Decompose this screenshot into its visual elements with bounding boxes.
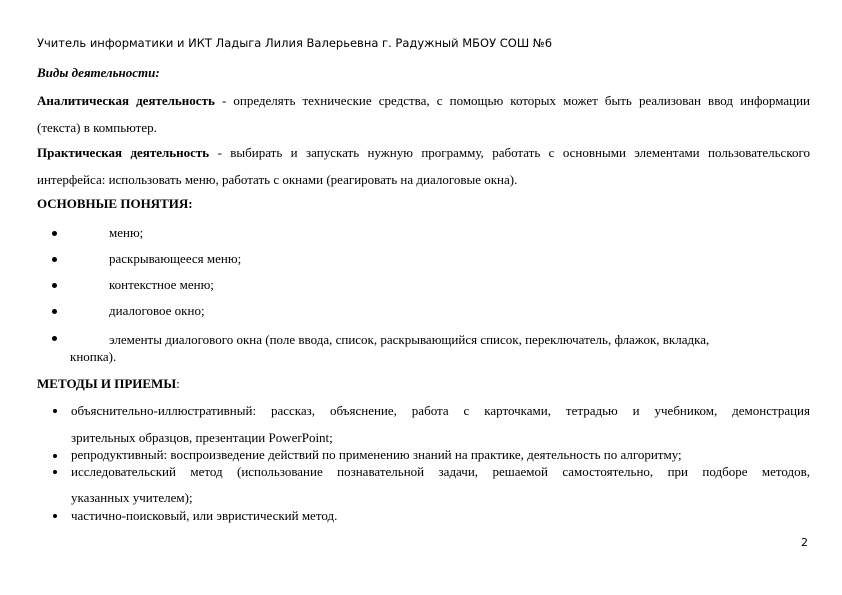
- concept-item: элементы диалогового окна (поле ввода, список, раскрывающийся список, переключатель, флажок, вкладка,: [109, 332, 710, 347]
- method-item-continuation: указанных учителем);: [71, 490, 193, 505]
- activities-title: Виды деятельности:: [37, 65, 160, 80]
- method-item: исследовательский метод (использование познавательной задачи, решаемой самостоятельно, при подборе методов,: [71, 464, 810, 479]
- method-item-continuation: зрительных образцов, презентации PowerPoint;: [71, 430, 333, 445]
- method-item: частично-поисковый, или эвристический метод.: [71, 508, 338, 523]
- concept-item: контекстное меню;: [109, 277, 214, 292]
- method-item: репродуктивный: воспроизведение действий по применению знаний на практике, деятельность по алгоритму;: [71, 447, 682, 462]
- practical-paragraph-line2: интерфейса: использовать меню, работать с окнами (реагировать на диалоговые окна).: [37, 172, 518, 187]
- analytic-paragraph-line1: [37, 93, 810, 109]
- bullet-icon: [53, 470, 57, 474]
- concept-item: раскрывающееся меню;: [109, 251, 242, 266]
- concept-item: диалоговое окно;: [109, 303, 205, 318]
- bullet-icon: [53, 514, 57, 518]
- practical-text: - выбирать и запускать нужную программу, работать с основными элементами пользовательского: [209, 145, 810, 160]
- bullet-icon: [52, 257, 57, 262]
- practical-label: Практическая деятельность: [37, 145, 210, 160]
- analytic-paragraph-line2: (текста) в компьютер.: [37, 120, 157, 135]
- concepts-title: ОСНОВНЫЕ ПОНЯТИЯ:: [37, 196, 193, 211]
- methods-title-text: МЕТОДЫ И ПРИЕМЫ: [37, 376, 177, 391]
- concept-item-continuation: кнопка).: [70, 349, 117, 364]
- bullet-icon: [52, 231, 57, 236]
- concept-item: меню;: [109, 225, 144, 240]
- method-item: объяснительно-иллюстративный: рассказ, объяснение, работа с карточками, тетрадью и учебником, демонстрация: [71, 403, 810, 418]
- page-header: Учитель информатики и ИКТ Ладыга Лилия Валерьевна г. Радужный МБОУ СОШ №6: [37, 36, 553, 50]
- methods-title-colon: :: [176, 376, 180, 391]
- bullet-icon: [52, 309, 57, 314]
- practical-paragraph-line1: [37, 145, 810, 161]
- bullet-icon: [52, 336, 57, 341]
- bullet-icon: [53, 409, 57, 413]
- analytic-text: - определять технические средства, с помощью которых может быть реализован ввод информации: [214, 93, 810, 108]
- analytic-label: Аналитическая деятельность: [37, 93, 215, 108]
- bullet-icon: [53, 454, 57, 458]
- methods-title: [37, 376, 180, 392]
- bullet-icon: [52, 283, 57, 288]
- page-number: 2: [801, 536, 808, 549]
